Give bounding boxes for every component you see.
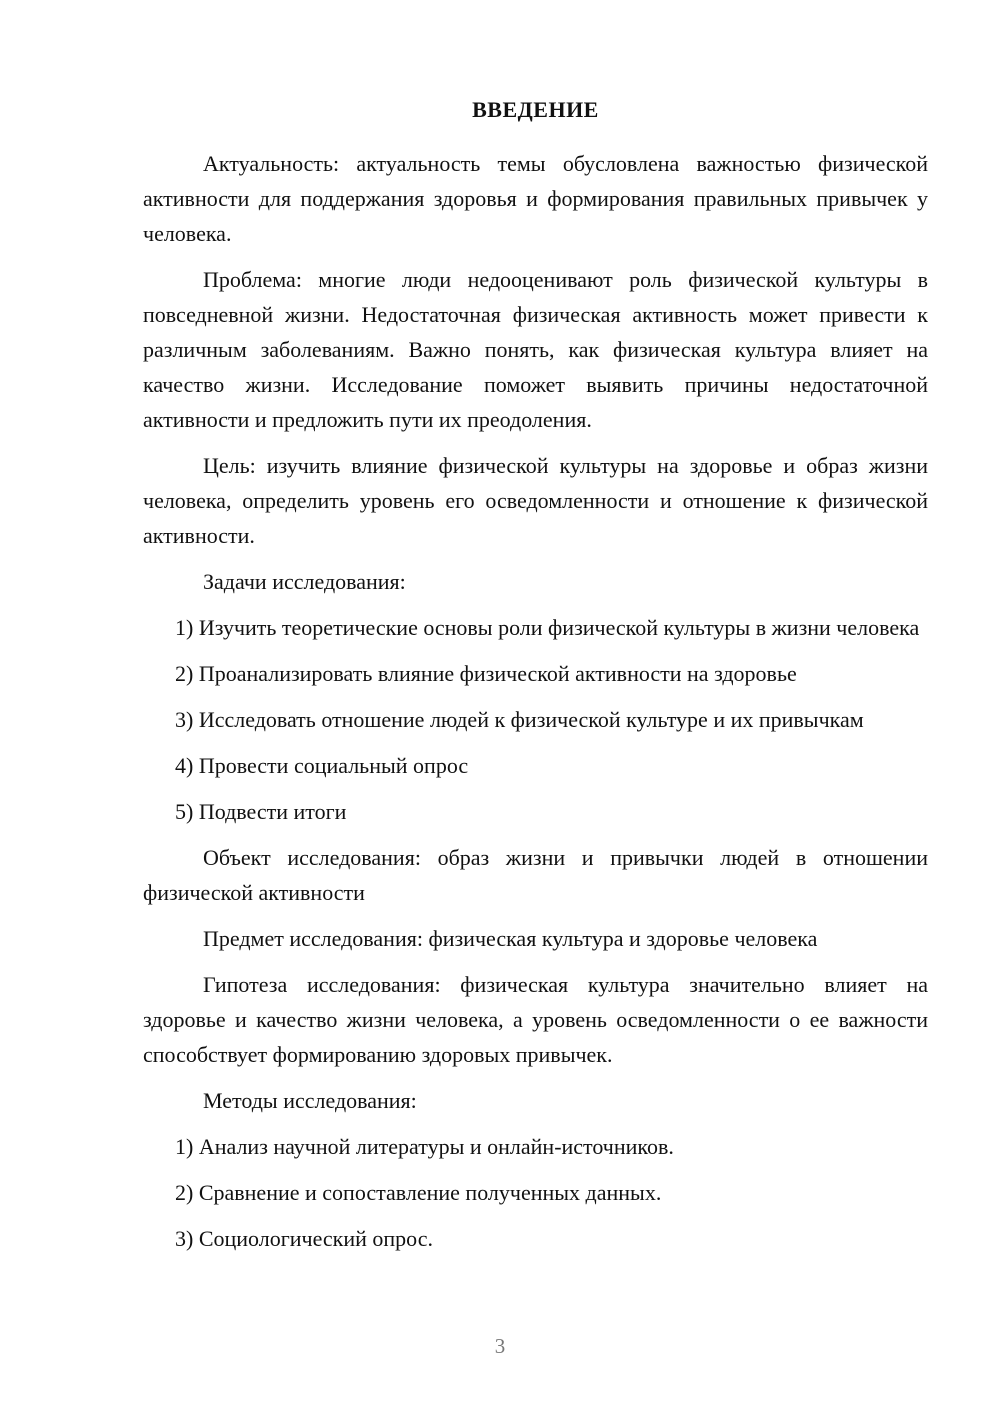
list-item: 3) Социологический опрос. [175,1226,433,1251]
paragraph-methods-heading: Методы исследования: [203,1088,417,1113]
paragraph-problem: Проблема: многие люди недооценивают роль физической культуры в повседневной жизни. Недостаточная физическая активность может привести к различным заболеваниям. Важно понять, как физическая культура влияет на качество жизни. Исследование поможет выявить причины недостаточной активности и предложить пути их преодоления. [143,267,928,432]
paragraph-goal: Цель: изучить влияние физической культуры на здоровье и образ жизни человека, определить уровень его осведомленности и отношение к физической активности. [143,453,928,548]
list-item: 2) Проанализировать влияние физической активности на здоровье [175,661,797,686]
paragraph-relevance: Актуальность: актуальность темы обусловлена важностью физической активности для поддержания здоровья и формирования правильных привычек у человека. [143,151,928,246]
list-item: 3) Исследовать отношение людей к физической культуре и их привычкам [175,707,864,732]
list-item: 4) Провести социальный опрос [175,753,469,778]
paragraph-subject: Предмет исследования: физическая культура и здоровье человека [203,926,818,951]
list-item: 2) Сравнение и сопоставление полученных данных. [175,1180,662,1205]
section-heading: ВВЕДЕНИЕ [472,97,599,122]
paragraph-object: Объект исследования: образ жизни и привычки людей в отношении физической активности [143,845,928,905]
paragraph-hypothesis: Гипотеза исследования: физическая культура значительно влияет на здоровье и качество жизни человека, а уровень осведомленности о ее важности способствует формированию здоровых привычек. [143,972,928,1067]
document-page [143,92,928,1267]
list-item: 1) Изучить теоретические основы роли физической культуры в жизни человека [175,615,920,640]
list-item: 5) Подвести итоги [175,799,347,824]
list-item: 1) Анализ научной литературы и онлайн-источников. [175,1134,674,1159]
paragraph-tasks-heading: Задачи исследования: [203,569,406,594]
page-number: 3 [494,1334,506,1358]
